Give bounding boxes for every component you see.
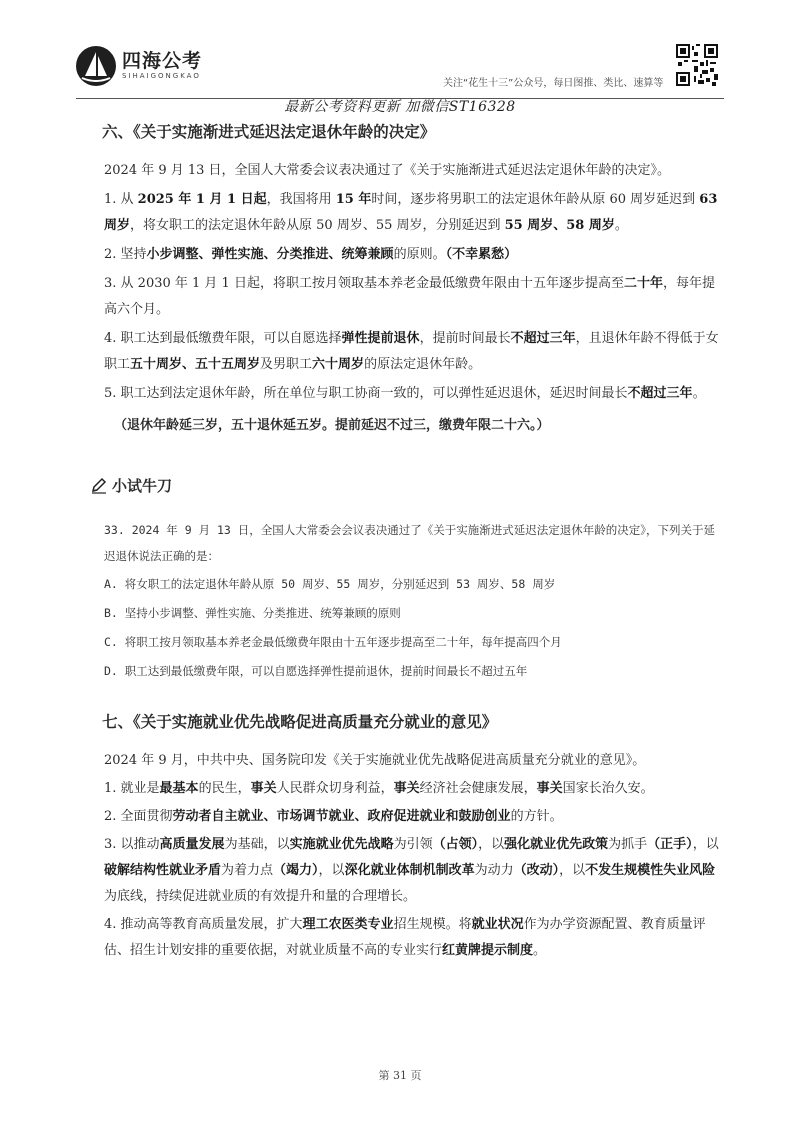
quiz-option-c: C. 将职工按月领取基本养老金最低缴费年限由十五年逐步提高至二十年，每年提高四个月 — [104, 635, 562, 649]
section-6-point-3: 3. 从 2030 年 1 月 1 日起，将职工按月领取基本养老金最低缴费年限由十五年逐步提高至二十年，每年提高六个月。 — [104, 276, 715, 317]
sail-logo-icon — [76, 46, 116, 86]
section-7-point-3: 3. 以推动高质量发展为基础，以实施就业优先战略为引领（占领），以强化就业优先政策为抓手（正手），以破解结构性就业矛盾为着力点（竭力），以深化就业体制机制改革为动力（改动），以不发生规模性失业风险为底线，持续促进就业质的有效提升和量的合理增长。 — [104, 837, 719, 904]
pencil-icon — [90, 477, 108, 495]
logo-subtitle: SIHAIGONGKAO — [122, 72, 201, 80]
header-note: 关注“花生十三”公众号，每日图推、类比、速算等 — [443, 78, 664, 89]
section-7-title: 七、《关于实施就业优先战略促进高质量充分就业的意见》 — [102, 712, 498, 731]
section-6-title: 六、《关于实施渐进式延迟法定退休年龄的决定》 — [102, 122, 436, 141]
page-content — [104, 120, 724, 964]
logo-name: 四海公考 — [122, 50, 203, 72]
mnemonic: （退休年龄延三岁，五十退休延五岁。提前延迟不过三，缴费年限二十六。） — [114, 418, 550, 433]
brand-logo — [76, 46, 202, 86]
quiz-option-a: A. 将女职工的法定退休年龄从原 50 周岁、55 周岁，分别延迟到 53 周岁、58 周岁 — [104, 577, 556, 591]
section-6-point-5: 5. 职工达到法定退休年龄，所在单位与职工协商一致的，可以弹性延迟退休，延迟时间最长不超过三年。 — [104, 386, 706, 401]
quiz-question: 33. 2024 年 9 月 13 日，全国人大常委会会议表决通过了《关于实施渐进式延迟法定退休年龄的决定》，下列关于延迟退休说法正确的是： — [104, 523, 716, 563]
page-header — [0, 0, 800, 115]
section-6-point-4: 4. 职工达到最低缴费年限，可以自愿选择弹性提前退休，提前时间最长不超过三年，且退休年龄不得低于女职工五十周岁、五十五周岁及男职工六十周岁的原法定退休年龄。 — [104, 331, 719, 372]
section-7-point-1: 1. 就业是最基本的民生，事关人民群众切身利益，事关经济社会健康发展，事关国家长治久安。 — [104, 781, 654, 796]
quiz-title: 小试牛刀 — [112, 477, 173, 495]
section-7-intro: 2024 年 9 月，中共中央、国务院印发《关于实施就业优先战略促进高质量充分就业的意见》。 — [104, 753, 646, 768]
section-7-point-4: 4. 推动高等教育高质量发展，扩大理工农医类专业招生规模。将就业状况作为办学资源配置、教育质量评估、招生计划安排的重要依据，对就业质量不高的专业实行红黄牌提示制度。 — [104, 917, 706, 958]
qr-code-icon — [676, 44, 718, 86]
section-6-point-1: 1. 从 2025 年 1 月 1 日起，我国将用 15 年时间，逐步将男职工的法定退休年龄从原 60 周岁延迟到 63 周岁，将女职工的法定退休年龄从原 50 周岁、55 周岁，分别延迟到 55 周岁、58 周岁。 — [104, 192, 718, 233]
quiz-option-b: B. 坚持小步调整、弹性实施、分类推进、统筹兼顾的原则 — [104, 606, 401, 620]
watermark-text: 最新公考资料更新 加微信ST16328 — [284, 99, 516, 115]
section-6-point-2: 2. 坚持小步调整、弹性实施、分类推进、统筹兼顾的原则。（不幸累愁） — [104, 247, 518, 262]
quiz-option-d: D. 职工达到最低缴费年限，可以自愿选择弹性提前退休，提前时间最长不超过五年 — [104, 664, 528, 678]
quiz-heading — [90, 473, 724, 499]
section-6-intro: 2024 年 9 月 13 日，全国人大常委会议表决通过了《关于实施渐进式延迟法定退休年龄的决定》。 — [104, 163, 671, 178]
page-number: 第 31 页 — [378, 1069, 422, 1082]
section-7-point-2: 2. 全面贯彻劳动者自主就业、市场调节就业、政府促进就业和鼓励创业的方针。 — [104, 809, 563, 824]
